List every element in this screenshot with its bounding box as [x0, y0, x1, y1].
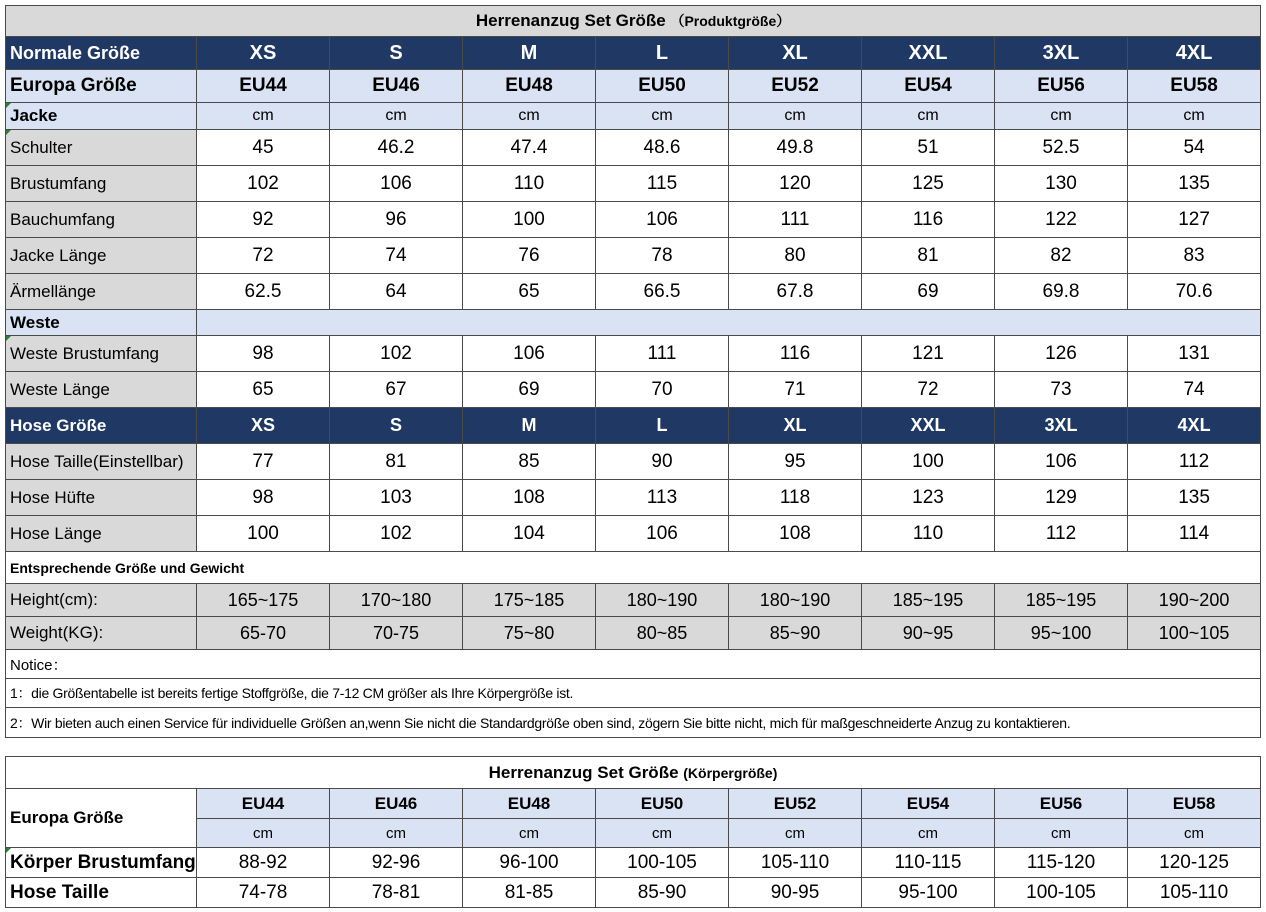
table-title-text: Herrenanzug Set Größe: [475, 11, 666, 30]
value-cell: 165~175: [197, 584, 330, 617]
row-label: Weight(KG):: [6, 617, 197, 650]
value-cell: 85: [463, 444, 596, 480]
value-cell: 90~95: [862, 617, 995, 650]
value-cell: 69: [862, 274, 995, 310]
unit-cell: cm: [330, 819, 463, 848]
value-cell: 81: [330, 444, 463, 480]
table-row: [6, 274, 1261, 310]
row-label: Normale Größe: [6, 37, 197, 70]
value-cell: 65-70: [197, 617, 330, 650]
value-cell: 123: [862, 480, 995, 516]
value-cell: 108: [463, 480, 596, 516]
table-row: [6, 617, 1261, 650]
value-cell: 65: [197, 372, 330, 408]
table-title-text: Herrenanzug Set Größe: [488, 762, 679, 782]
table-row: [6, 878, 1261, 908]
value-cell: 52.5: [995, 130, 1128, 166]
product-size-table: [5, 5, 1261, 738]
value-cell: 115: [596, 166, 729, 202]
table-row: [6, 584, 1261, 617]
table-row: [6, 444, 1261, 480]
value-cell: 110-115: [862, 848, 995, 878]
value-cell: 106: [330, 166, 463, 202]
eu-size-cell: EU44: [197, 789, 330, 819]
row-label: Schulter: [6, 130, 197, 166]
section-label-jacke: Jacke: [6, 103, 197, 130]
section-label-weste: Weste: [6, 310, 197, 336]
row-label: Hose Hüfte: [6, 480, 197, 516]
row-label: Europa Größe: [6, 789, 197, 848]
value-cell: 113: [596, 480, 729, 516]
value-cell: 135: [1128, 166, 1261, 202]
table-title: [6, 757, 1261, 789]
value-cell: 100~105: [1128, 617, 1261, 650]
eu-size-cell: EU46: [330, 789, 463, 819]
value-cell: 103: [330, 480, 463, 516]
value-cell: 76: [463, 238, 596, 274]
table-row: [6, 480, 1261, 516]
value-cell: 106: [596, 202, 729, 238]
table-row: [6, 130, 1261, 166]
value-cell: 81-85: [463, 878, 596, 908]
size-cell: XS: [197, 37, 330, 70]
unit-cell: cm: [197, 103, 330, 130]
value-cell: 82: [995, 238, 1128, 274]
value-cell: 78: [596, 238, 729, 274]
weste-header-fill: [197, 310, 1261, 336]
size-cell: XL: [729, 408, 862, 444]
row-label: Bauchumfang: [6, 202, 197, 238]
size-cell: XXL: [862, 37, 995, 70]
value-cell: 116: [862, 202, 995, 238]
notice-label: Notice：: [6, 650, 1261, 679]
value-cell: 125: [862, 166, 995, 202]
value-cell: 127: [1128, 202, 1261, 238]
value-cell: 88-92: [197, 848, 330, 878]
value-cell: 185~195: [995, 584, 1128, 617]
value-cell: 74: [330, 238, 463, 274]
eu-size-cell: EU48: [463, 789, 596, 819]
value-cell: 45: [197, 130, 330, 166]
eu-size-cell: EU56: [995, 70, 1128, 103]
value-cell: 96: [330, 202, 463, 238]
row-label: Hose Länge: [6, 516, 197, 552]
value-cell: 106: [995, 444, 1128, 480]
value-cell: 90: [596, 444, 729, 480]
value-cell: 77: [197, 444, 330, 480]
row-label: Brustumfang: [6, 166, 197, 202]
value-cell: 170~180: [330, 584, 463, 617]
unit-cell: cm: [463, 819, 596, 848]
eu-size-cell: EU44: [197, 70, 330, 103]
eu-size-cell: EU46: [330, 70, 463, 103]
value-cell: 114: [1128, 516, 1261, 552]
unit-cell: cm: [596, 819, 729, 848]
table-row: [6, 336, 1261, 372]
value-cell: 100: [862, 444, 995, 480]
value-cell: 180~190: [596, 584, 729, 617]
value-cell: 112: [995, 516, 1128, 552]
value-cell: 131: [1128, 336, 1261, 372]
value-cell: 190~200: [1128, 584, 1261, 617]
hose-size-row: [6, 408, 1261, 444]
value-cell: 126: [995, 336, 1128, 372]
value-cell: 111: [729, 202, 862, 238]
value-cell: 67: [330, 372, 463, 408]
table-row: [6, 372, 1261, 408]
value-cell: 104: [463, 516, 596, 552]
unit-cell: cm: [862, 103, 995, 130]
eu-size-cell: EU56: [995, 789, 1128, 819]
table-title-sub: (Körpergröße): [683, 764, 778, 781]
eu-size-cell: EU52: [729, 70, 862, 103]
value-cell: 80: [729, 238, 862, 274]
unit-cell: cm: [995, 103, 1128, 130]
value-cell: 135: [1128, 480, 1261, 516]
table-row: [6, 848, 1261, 878]
value-cell: 100-105: [995, 878, 1128, 908]
unit-cell: cm: [463, 103, 596, 130]
value-cell: 100: [463, 202, 596, 238]
value-cell: 185~195: [862, 584, 995, 617]
value-cell: 106: [463, 336, 596, 372]
size-cell: S: [330, 408, 463, 444]
eu-size-cell: EU52: [729, 789, 862, 819]
normal-size-row: [6, 37, 1261, 70]
eu-size-cell: EU58: [1128, 789, 1261, 819]
value-cell: 95: [729, 444, 862, 480]
size-cell: 4XL: [1128, 37, 1261, 70]
size-cell: XXL: [862, 408, 995, 444]
value-cell: 62.5: [197, 274, 330, 310]
value-cell: 130: [995, 166, 1128, 202]
value-cell: 92-96: [330, 848, 463, 878]
row-label: Hose Taille: [6, 878, 197, 908]
europe-size-row: [6, 70, 1261, 103]
value-cell: 120-125: [1128, 848, 1261, 878]
size-cell: L: [596, 408, 729, 444]
unit-cell: cm: [729, 103, 862, 130]
eu-size-cell: EU50: [596, 789, 729, 819]
note-text: 2：Wir bieten auch einen Service für individuelle Größen an,wenn Sie nicht die Standardgröße oben sind, zögern Sie bitte nicht, mich für maßgeschneiderte Anzug zu kontaktieren.: [6, 708, 1261, 738]
unit-cell: cm: [1128, 103, 1261, 130]
row-label: Weste Länge: [6, 372, 197, 408]
row-label: Hose Taille(Einstellbar): [6, 444, 197, 480]
value-cell: 180~190: [729, 584, 862, 617]
value-cell: 73: [995, 372, 1128, 408]
value-cell: 92: [197, 202, 330, 238]
value-cell: 70-75: [330, 617, 463, 650]
value-cell: 70: [596, 372, 729, 408]
value-cell: 85-90: [596, 878, 729, 908]
value-cell: 105-110: [1128, 878, 1261, 908]
value-cell: 81: [862, 238, 995, 274]
value-cell: 108: [729, 516, 862, 552]
value-cell: 102: [330, 516, 463, 552]
unit-cell: cm: [995, 819, 1128, 848]
size-cell: S: [330, 37, 463, 70]
row-label: Weste Brustumfang: [6, 336, 197, 372]
value-cell: 65: [463, 274, 596, 310]
table-row: [6, 202, 1261, 238]
value-cell: 78-81: [330, 878, 463, 908]
value-cell: 72: [197, 238, 330, 274]
eu-size-cell: EU58: [1128, 70, 1261, 103]
unit-cell: cm: [197, 819, 330, 848]
value-cell: 106: [596, 516, 729, 552]
value-cell: 72: [862, 372, 995, 408]
value-cell: 100-105: [596, 848, 729, 878]
body-size-table: [5, 756, 1261, 908]
size-cell: 4XL: [1128, 408, 1261, 444]
section-label: Entsprechende Größe und Gewicht: [6, 552, 1261, 584]
value-cell: 66.5: [596, 274, 729, 310]
value-cell: 115-120: [995, 848, 1128, 878]
value-cell: 69: [463, 372, 596, 408]
eu-size-cell: EU50: [596, 70, 729, 103]
unit-cell: cm: [862, 819, 995, 848]
value-cell: 71: [729, 372, 862, 408]
eu-size-cell: EU48: [463, 70, 596, 103]
row-label: Ärmellänge: [6, 274, 197, 310]
unit-cell: cm: [1128, 819, 1261, 848]
weste-header-row: [6, 310, 1261, 336]
size-cell: 3XL: [995, 408, 1128, 444]
value-cell: 110: [463, 166, 596, 202]
section-row: [6, 552, 1261, 584]
size-cell: L: [596, 37, 729, 70]
table-row: [6, 238, 1261, 274]
value-cell: 120: [729, 166, 862, 202]
table-title: [6, 6, 1261, 37]
europe-size-row: [6, 789, 1261, 819]
value-cell: 175~185: [463, 584, 596, 617]
value-cell: 54: [1128, 130, 1261, 166]
note-row: [6, 708, 1261, 738]
value-cell: 95~100: [995, 617, 1128, 650]
value-cell: 110: [862, 516, 995, 552]
value-cell: 75~80: [463, 617, 596, 650]
row-label: Height(cm):: [6, 584, 197, 617]
notice-row: [6, 650, 1261, 679]
value-cell: 80~85: [596, 617, 729, 650]
row-label: Körper Brustumfang: [6, 848, 197, 878]
value-cell: 102: [330, 336, 463, 372]
size-cell: XS: [197, 408, 330, 444]
value-cell: 96-100: [463, 848, 596, 878]
value-cell: 69.8: [995, 274, 1128, 310]
value-cell: 49.8: [729, 130, 862, 166]
value-cell: 47.4: [463, 130, 596, 166]
unit-cell: cm: [330, 103, 463, 130]
size-cell: M: [463, 37, 596, 70]
value-cell: 48.6: [596, 130, 729, 166]
eu-size-cell: EU54: [862, 70, 995, 103]
value-cell: 112: [1128, 444, 1261, 480]
table-row: [6, 516, 1261, 552]
value-cell: 105-110: [729, 848, 862, 878]
value-cell: 129: [995, 480, 1128, 516]
row-label: Hose Größe: [6, 408, 197, 444]
eu-size-cell: EU54: [862, 789, 995, 819]
table-row: [6, 166, 1261, 202]
value-cell: 46.2: [330, 130, 463, 166]
note-row: [6, 679, 1261, 708]
value-cell: 74: [1128, 372, 1261, 408]
note-text: 1：die Größentabelle ist bereits fertige Stoffgröße, die 7-12 CM größer als Ihre Körpergröße ist.: [6, 679, 1261, 708]
row-label: Jacke Länge: [6, 238, 197, 274]
value-cell: 64: [330, 274, 463, 310]
size-cell: M: [463, 408, 596, 444]
value-cell: 83: [1128, 238, 1261, 274]
jacke-unit-row: [6, 103, 1261, 130]
size-cell: XL: [729, 37, 862, 70]
value-cell: 100: [197, 516, 330, 552]
value-cell: 121: [862, 336, 995, 372]
value-cell: 85~90: [729, 617, 862, 650]
value-cell: 67.8: [729, 274, 862, 310]
value-cell: 118: [729, 480, 862, 516]
unit-cell: cm: [729, 819, 862, 848]
value-cell: 51: [862, 130, 995, 166]
value-cell: 116: [729, 336, 862, 372]
value-cell: 90-95: [729, 878, 862, 908]
value-cell: 122: [995, 202, 1128, 238]
value-cell: 70.6: [1128, 274, 1261, 310]
table-title-sub: （Produktgröße）: [670, 13, 791, 29]
value-cell: 95-100: [862, 878, 995, 908]
value-cell: 102: [197, 166, 330, 202]
unit-cell: cm: [596, 103, 729, 130]
size-cell: 3XL: [995, 37, 1128, 70]
value-cell: 74-78: [197, 878, 330, 908]
value-cell: 98: [197, 480, 330, 516]
row-label: Europa Größe: [6, 70, 197, 103]
value-cell: 111: [596, 336, 729, 372]
value-cell: 98: [197, 336, 330, 372]
